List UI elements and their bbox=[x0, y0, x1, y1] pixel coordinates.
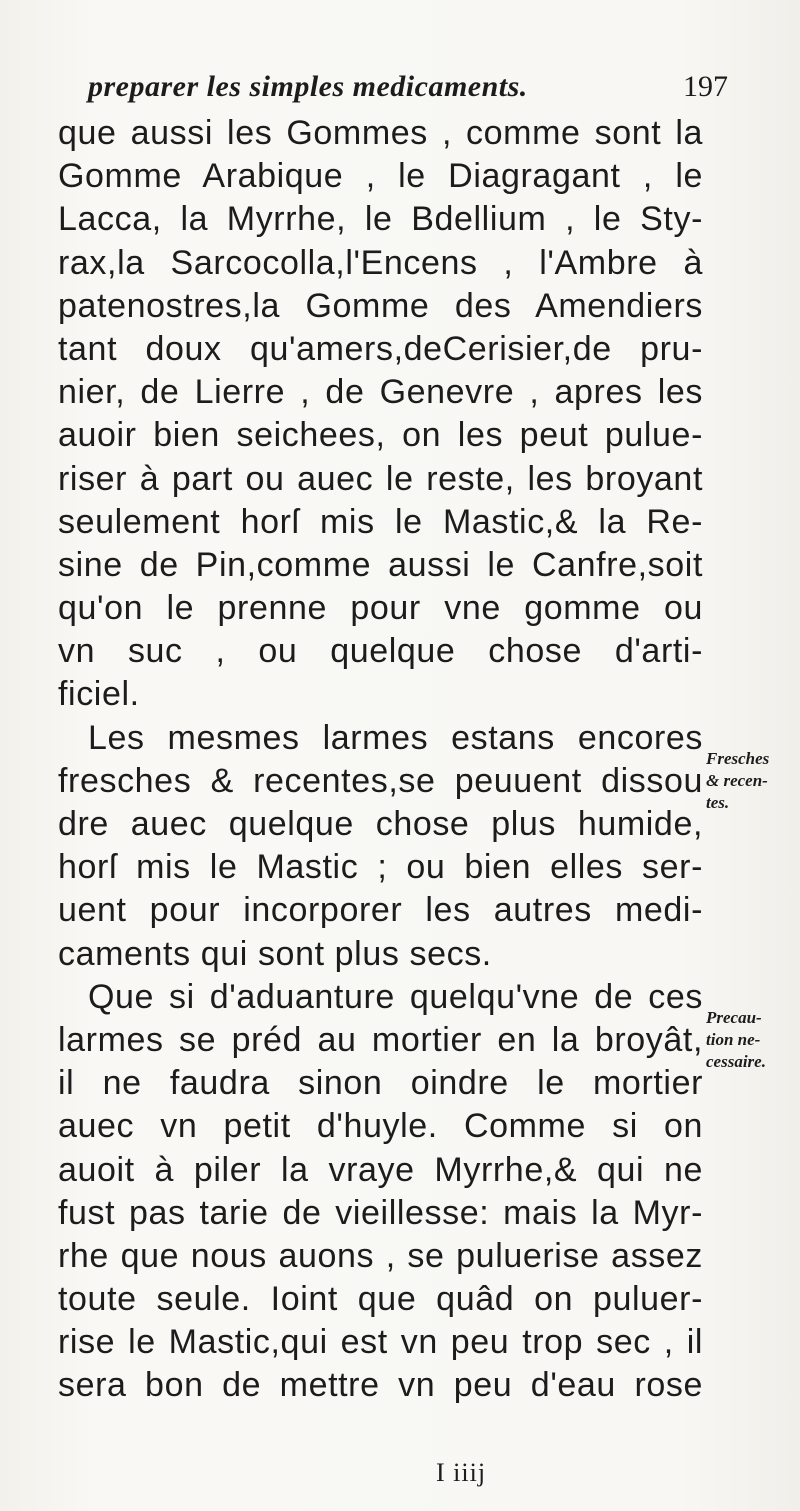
text-line: qu'on le prenne pour vne gomme ou bbox=[58, 589, 703, 628]
text-line: uent pour incorporer les autres medi- bbox=[58, 891, 703, 930]
text-line: patenostres,la Gomme des Amendiers bbox=[58, 286, 703, 325]
margin-note-line: tion ne- bbox=[706, 1030, 761, 1049]
text-line: rise le Mastic,qui est vn peu trop sec , il bbox=[58, 1323, 703, 1362]
text-line: larmes se préd au mortier en la broyât, bbox=[58, 1020, 703, 1059]
text-line: vn suc , ou quelque chose d'arti- bbox=[58, 632, 703, 671]
text-line: fresches & recentes,se peuuent dissou bbox=[58, 761, 703, 800]
margin-note-fresches bbox=[706, 748, 800, 814]
text-line: Gomme Arabique , le Diagragant , le bbox=[58, 157, 703, 196]
margin-note-line: & recen- bbox=[706, 771, 768, 790]
text-line: auoir bien seichees, on les peut pulue- bbox=[58, 416, 703, 455]
text-line: tant doux qu'amers,deCerisier,de pru- bbox=[58, 329, 703, 368]
page-number: 197 bbox=[683, 70, 728, 103]
text-line: Lacca, la Myrrhe, le Bdellium , le Sty- bbox=[58, 200, 703, 239]
running-title: preparer les simples medicaments. bbox=[88, 70, 528, 103]
text-line: toute seule. Ioint que quâd on puluer- bbox=[58, 1280, 703, 1319]
margin-note-line: Fresches bbox=[706, 749, 770, 768]
margin-note-line: tes. bbox=[706, 793, 730, 812]
body-text bbox=[58, 112, 703, 1408]
text-line: ficiel. bbox=[58, 675, 140, 714]
text-line: rhe que nous auons , se puluerise assez bbox=[58, 1236, 703, 1275]
text-line: auec vn petit d'huyle. Comme si on bbox=[58, 1107, 703, 1146]
text-line: sine de Pin,comme aussi le Canfre,soit bbox=[58, 545, 703, 584]
text-line: auoit à piler la vraye Myrrhe,& qui ne bbox=[58, 1150, 703, 1189]
text-line: fust pas tarie de vieillesse: mais la Myr- bbox=[58, 1193, 703, 1232]
signature-mark: I iiij bbox=[436, 1458, 487, 1487]
margin-note-line: cessaire. bbox=[706, 1052, 766, 1071]
margin-note-line: Precau- bbox=[706, 1008, 762, 1027]
text-line: nier, de Lierre , de Genevre , apres les bbox=[58, 373, 703, 412]
text-line: seulement horſ mis le Mastic,& la Re- bbox=[58, 502, 703, 541]
text-line: riser à part ou auec le reste, les broyant bbox=[58, 459, 703, 498]
text-line: dre auec quelque chose plus humide, bbox=[58, 805, 703, 843]
text-line: Les mesmes larmes estans encores bbox=[88, 718, 703, 757]
text-line: caments qui sont plus secs. bbox=[58, 934, 492, 973]
text-line: Que si d'aduanture quelqu'vne de ces bbox=[88, 977, 703, 1016]
text-line: il ne faudra sinon oindre le mortier bbox=[58, 1064, 703, 1103]
text-line: sera bon de mettre vn peu d'eau rose bbox=[58, 1366, 703, 1405]
running-head bbox=[88, 70, 728, 110]
margin-note-precaution bbox=[706, 1007, 800, 1073]
text-line: rax,la Sarcocolla,l'Encens , l'Ambre à bbox=[58, 243, 703, 282]
text-line: horſ mis le Mastic ; ou bien elles ser- bbox=[58, 848, 703, 887]
text-line: que aussi les Gommes , comme sont la bbox=[58, 114, 703, 152]
